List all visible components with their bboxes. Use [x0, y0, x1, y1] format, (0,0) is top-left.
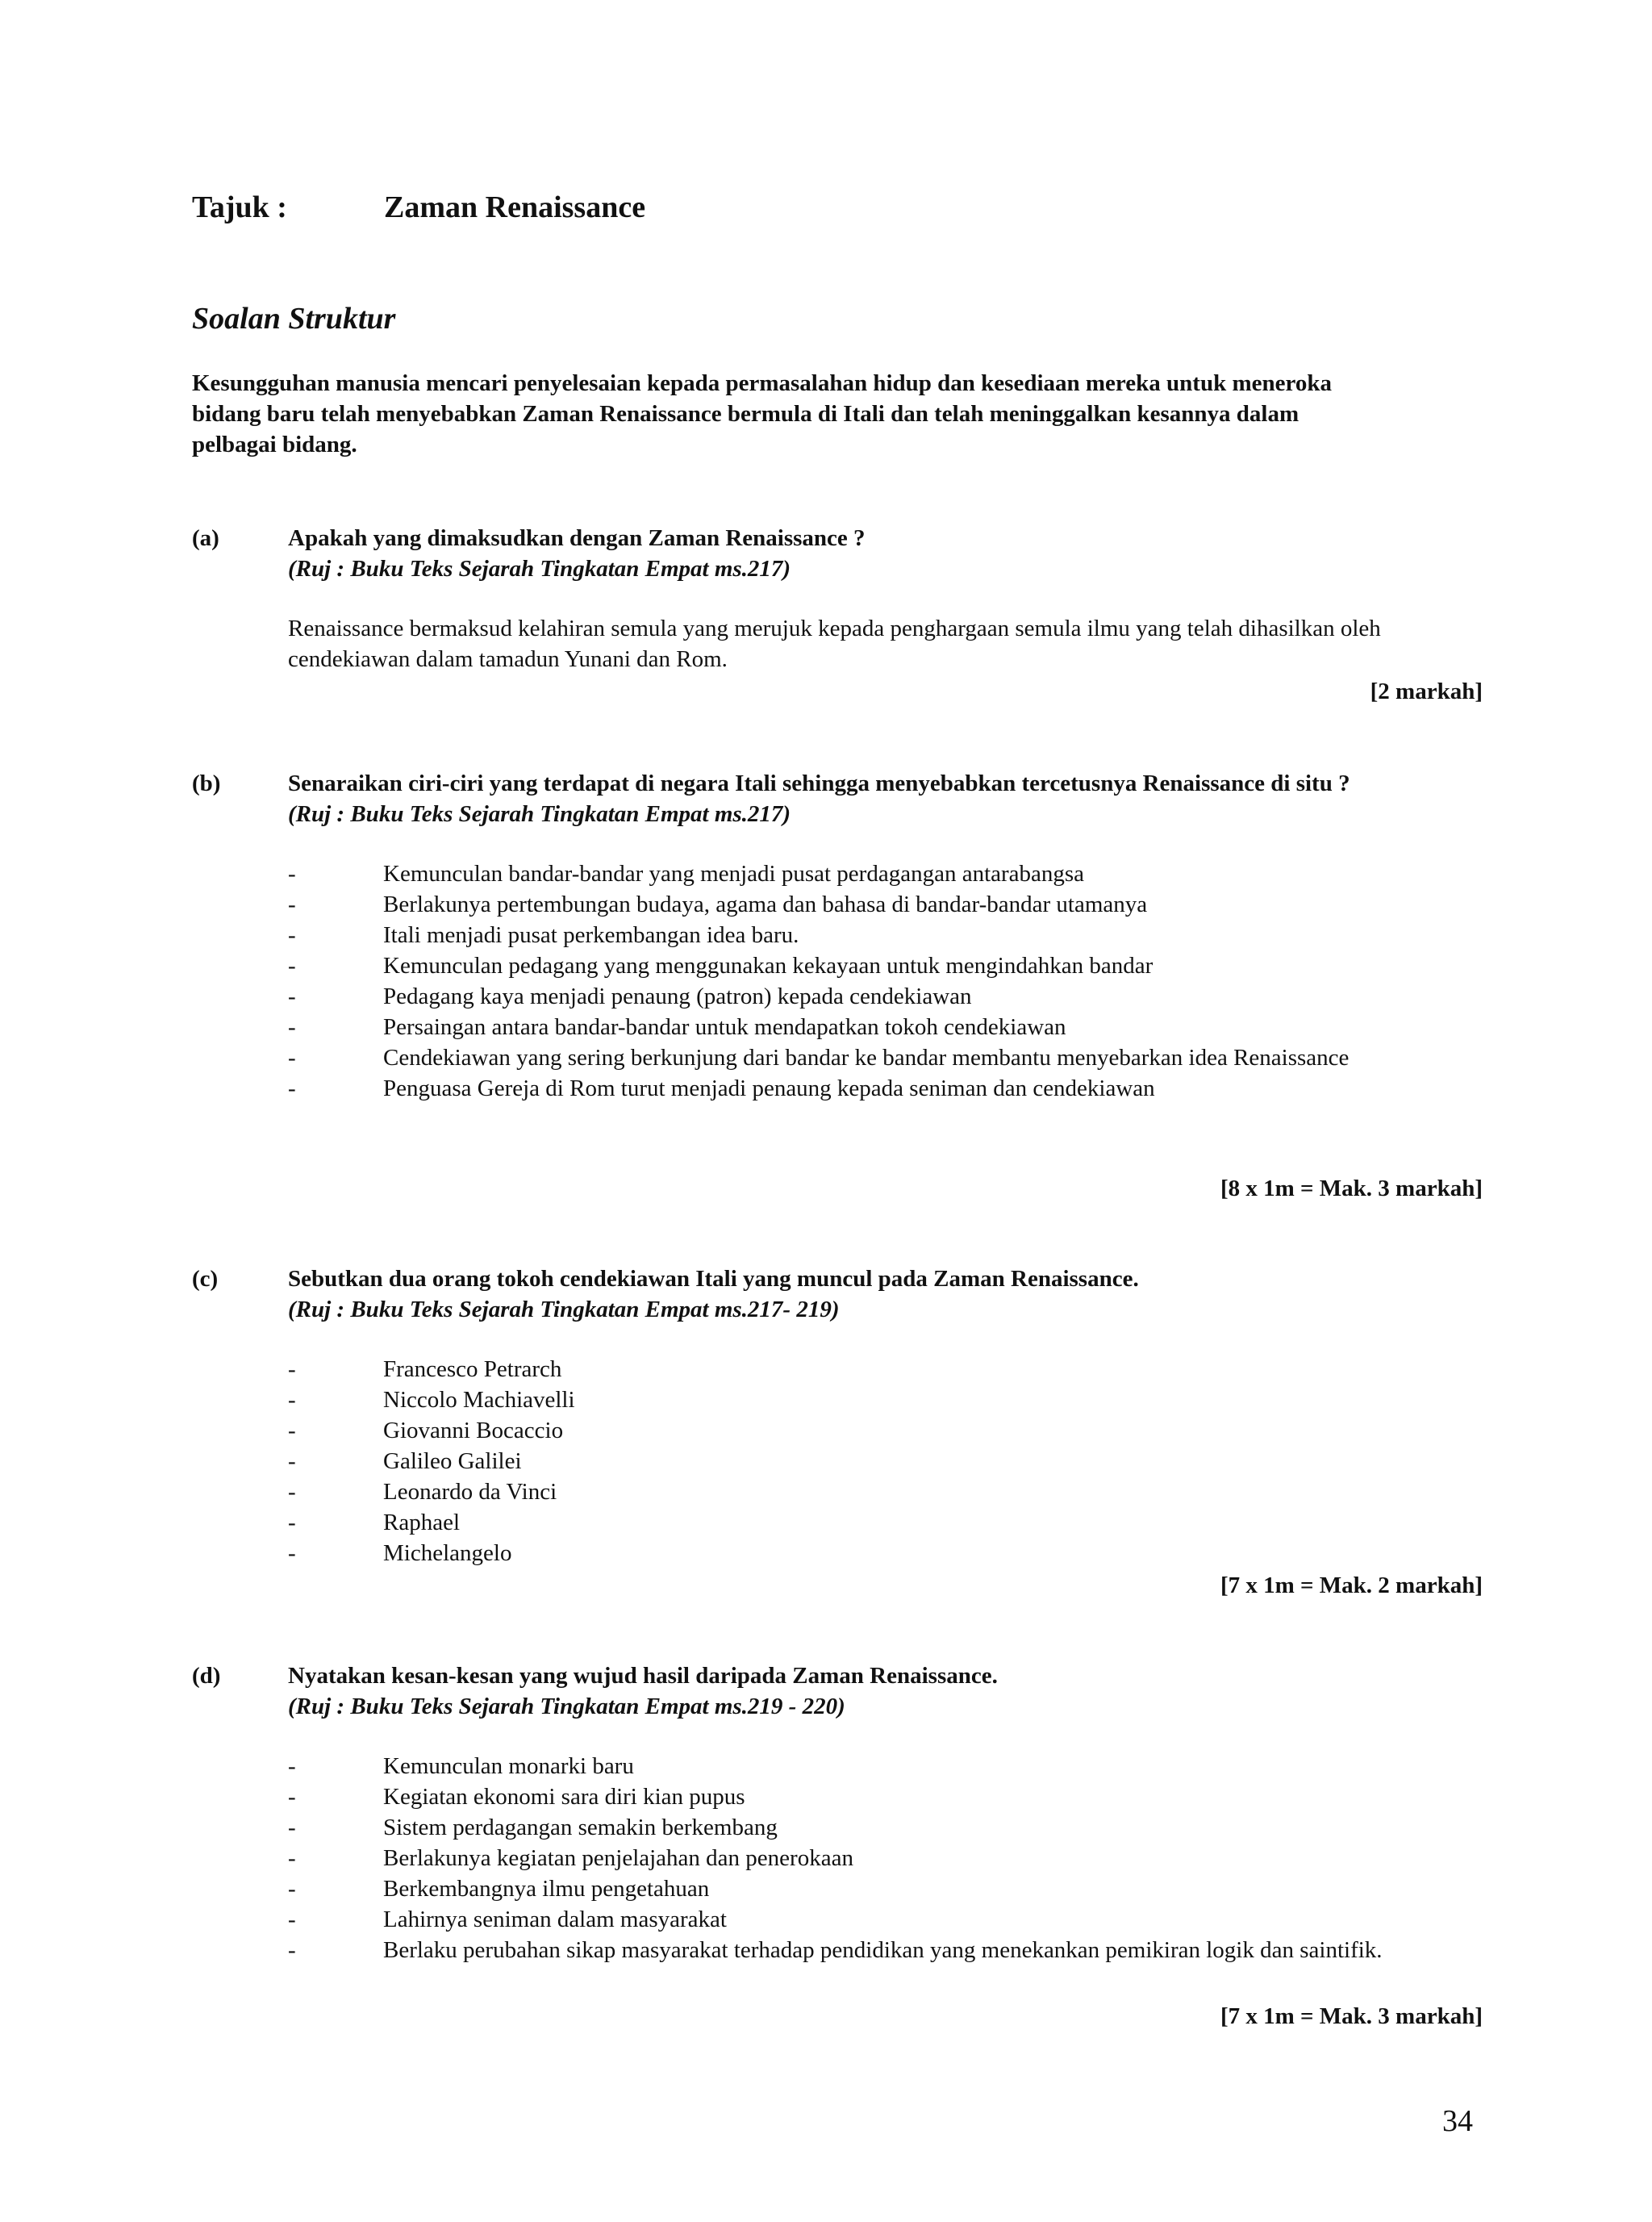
list-item: - Sistem perdagangan semakin berkembang	[288, 1815, 778, 1840]
marks-d: [7 x 1m = Mak. 3 markah]	[1220, 2003, 1483, 2029]
list-item: - Kemunculan monarki baru	[288, 1753, 634, 1779]
list-item: - Berlakunya pertembungan budaya, agama dan bahasa di bandar-bandar utamanya	[288, 892, 1148, 917]
list-item: - Raphael	[288, 1510, 461, 1535]
list-item: - Persaingan antara bandar-bandar untuk mendapatkan tokoh cendekiawan	[288, 1014, 1066, 1040]
question-label: (c)	[192, 1266, 219, 1292]
list-item: - Cendekiawan yang sering berkunjung dari bandar ke bandar membantu menyebarkan idea Renaissance	[288, 1045, 1350, 1071]
list-item: - Leonardo da Vinci	[288, 1479, 557, 1505]
list-item: - Kemunculan pedagang yang menggunakan kekayaan untuk mengindahkan bandar	[288, 953, 1153, 979]
list-item: - Lahirnya seniman dalam masyarakat	[288, 1907, 727, 1932]
question-text: Senaraikan ciri-ciri yang terdapat di negara Itali sehingga menyebabkan tercetusnya Renaissance di situ ?	[288, 771, 1350, 796]
list-item: - Niccolo Machiavelli	[288, 1387, 575, 1413]
list-item: - Penguasa Gereja di Rom turut menjadi penaung kepada seniman dan cendekiawan	[288, 1075, 1155, 1101]
intro-paragraph: Kesungguhan manusia mencari penyelesaian kepada permasalahan hidup dan kesediaan mereka untuk meneroka bidang baru telah menyebabkan Zaman Renaissance bermula di Itali dan telah meninggalkan kesannya dalam pelbagai bidang.	[192, 370, 1332, 457]
list-item: - Galileo Galilei	[288, 1448, 522, 1474]
list-item: - Berkembangnya ilmu pengetahuan	[288, 1876, 710, 1902]
list-item: - Kemunculan bandar-bandar yang menjadi pusat perdagangan antarabangsa	[288, 861, 1085, 887]
question-reference: (Ruj : Buku Teks Sejarah Tingkatan Empat ms.217)	[288, 801, 791, 827]
question-text: Apakah yang dimaksudkan dengan Zaman Renaissance ?	[288, 525, 866, 551]
marks-b: [8 x 1m = Mak. 3 markah]	[1220, 1176, 1483, 1201]
answer-list	[192, 1354, 1483, 1568]
list-item: - Francesco Petrarch	[288, 1356, 562, 1382]
question-reference: (Ruj : Buku Teks Sejarah Tingkatan Empat ms.219 - 220)	[288, 1694, 845, 1719]
topic-title: Zaman Renaissance	[384, 190, 646, 224]
question-reference: (Ruj : Buku Teks Sejarah Tingkatan Empat ms.217- 219)	[288, 1297, 840, 1322]
list-item: - Michelangelo	[288, 1540, 512, 1566]
marks-a: [2 markah]	[1370, 679, 1483, 704]
question-text: Sebutkan dua orang tokoh cendekiawan Itali yang muncul pada Zaman Renaissance.	[288, 1266, 1139, 1292]
question-label: (d)	[192, 1663, 221, 1689]
list-item: - Itali menjadi pusat perkembangan idea baru.	[288, 922, 799, 948]
question-label: (b)	[192, 771, 221, 796]
page-number: 34	[1442, 2104, 1473, 2138]
list-item: - Berlakunya kegiatan penjelajahan dan penerokaan	[288, 1845, 853, 1871]
marks-c: [7 x 1m = Mak. 2 markah]	[1220, 1573, 1483, 1598]
list-item: - Berlaku perubahan sikap masyarakat terhadap pendidikan yang menekankan pemikiran logik dan saintifik.	[288, 1937, 1383, 1963]
section-title: Soalan Struktur	[192, 302, 396, 336]
answer-paragraph: Renaissance bermaksud kelahiran semula yang merujuk kepada penghargaan semula ilmu yang telah dihasilkan oleh cendekiawan dalam tamadun Yunani dan Rom.	[288, 616, 1381, 672]
answer-list	[192, 1751, 1483, 1965]
question-text: Nyatakan kesan-kesan yang wujud hasil daripada Zaman Renaissance.	[288, 1663, 998, 1689]
answer-list	[192, 858, 1483, 1104]
question-label: (a)	[192, 525, 219, 551]
list-item: - Giovanni Bocaccio	[288, 1418, 564, 1443]
topic-label: Tajuk :	[192, 190, 287, 224]
list-item: - Kegiatan ekonomi sara diri kian pupus	[288, 1784, 745, 1810]
question-reference: (Ruj : Buku Teks Sejarah Tingkatan Empat ms.217)	[288, 556, 791, 582]
list-item: - Pedagang kaya menjadi penaung (patron) kepada cendekiawan	[288, 984, 972, 1009]
